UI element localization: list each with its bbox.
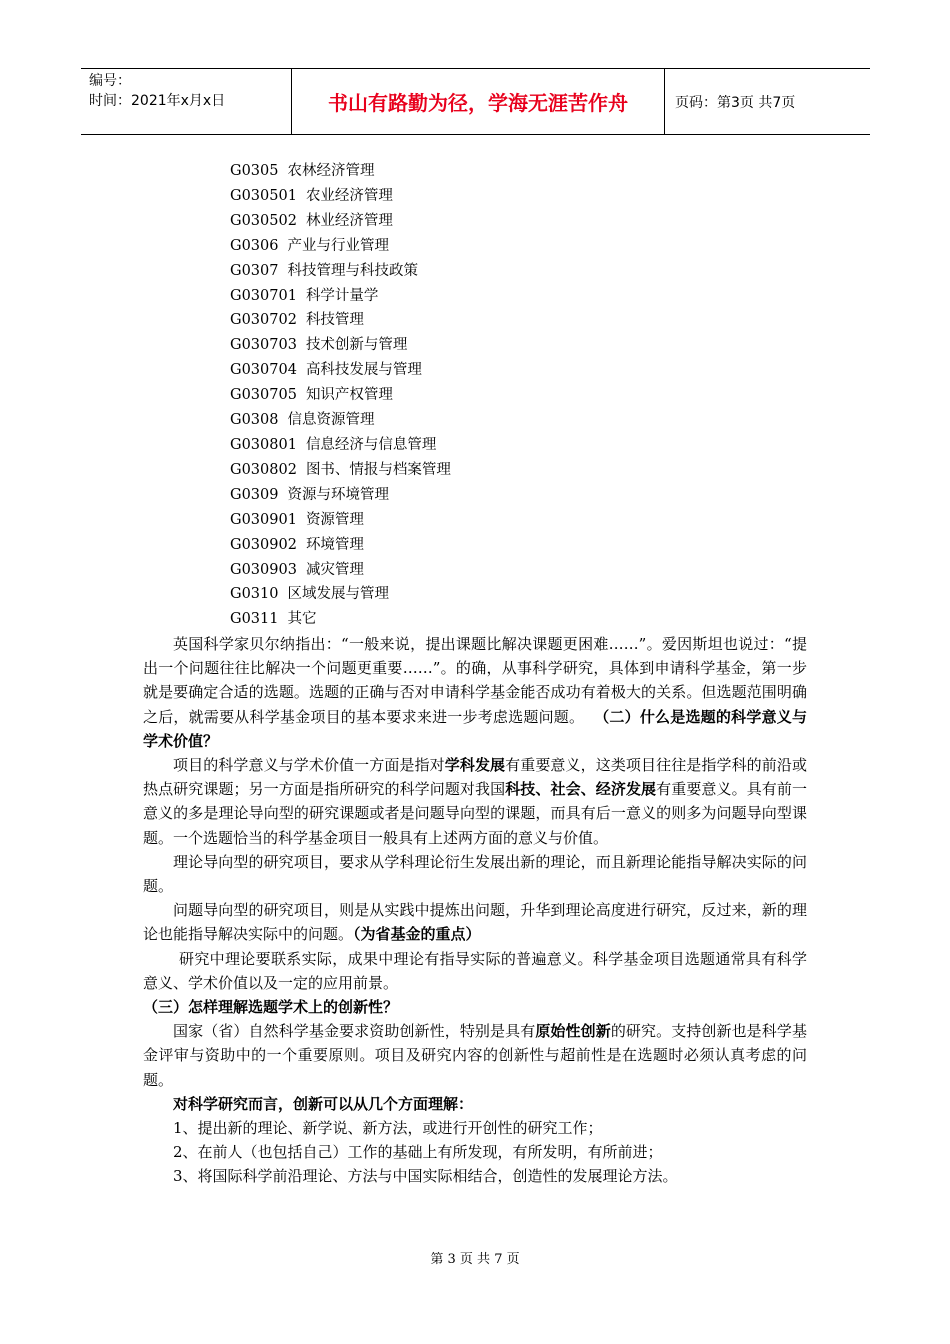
paragraph-theory-practice: 研究中理论要联系实际，成果中理论有指导实际的普遍意义。科学基金项目选题通常具有科学意义、学术价值以及一定的应用前景。 (143, 949, 807, 992)
paragraph-bernal-quote: 英国科学家贝尔纳指出：“一般来说，提出课题比解决课题更困难……”。爱因斯坦也说过：“提出一个问题往往比解决一个问题更重要……”。的确，从事科学研究，具体到申请科学基金，第一步就是要确定合适的选题。选题的正确与否对申请科学基金能否成功有着极大的关系。但选题范围明确之后，就需要从科学基金项目的基本要求来进一步考虑选题问题。 （二）什么是选题的科学意义与学术价值？ (143, 635, 807, 750)
list-item: G0307 科技管理与科技政策 (230, 262, 418, 279)
number-label: 编号： (89, 73, 131, 89)
header-motto: 书山有路勤为径，学海无涯苦作舟 (292, 69, 665, 134)
list-item: G0306 产业与行业管理 (230, 237, 389, 254)
list-item: G030702 科技管理 (230, 312, 364, 329)
list-item: G030705 知识产权管理 (230, 387, 393, 404)
body-text (143, 632, 807, 1189)
list-item: G0305 农林经济管理 (230, 163, 375, 179)
innovation-item-1: 1、提出新的理论、新学说、新方法，或进行开创性的研究工作； (173, 1119, 603, 1138)
list-item: G0309 资源与环境管理 (230, 486, 389, 503)
list-item: G030704 高科技发展与管理 (230, 362, 422, 379)
discipline-code-list (230, 159, 451, 632)
list-item: G030502 林业经济管理 (230, 212, 393, 229)
paragraph-problem-oriented: 问题导向型的研究项目，则是从实践中提炼出问题，升华到理论高度进行研究，反过来，新的理论也能指导解决实际中的问题。（为省基金的重点） (143, 901, 807, 944)
page-header (81, 68, 870, 135)
header-page-label: 页码：第3页 共7页 (675, 94, 796, 111)
list-item: G030501 农业经济管理 (230, 187, 393, 204)
list-item: G0310 区域发展与管理 (230, 586, 389, 603)
list-item: G030903 减灾管理 (230, 561, 364, 578)
innovation-item-3: 3、将国际科学前沿理论、方法与中国实际相结合，创造性的发展理论方法。 (173, 1167, 678, 1186)
date-label: 时间：2021年x月x日 (89, 93, 226, 109)
paragraph-theory-oriented: 理论导向型的研究项目，要求从学科理论衍生发展出新的理论，而且新理论能指导解决实际的问题。 (143, 852, 807, 896)
section-heading-3: （三）怎样理解选题学术上的创新性？ (143, 998, 399, 1017)
list-item: G030802 图书、情报与档案管理 (230, 461, 451, 478)
list-item: G030703 技术创新与管理 (230, 337, 408, 354)
section-heading-2: （二）什么是选题的科学意义与学术价值？ (143, 707, 807, 750)
list-item: G030801 信息经济与信息管理 (230, 436, 437, 453)
list-item: G030901 资源管理 (230, 511, 364, 528)
list-item: G030701 科学计量学 (230, 287, 379, 304)
header-info (81, 69, 292, 134)
paragraph-innovation: 国家（省）自然科学基金要求资助创新性，特别是具有原始性创新的研究。支持创新也是科学基金评审与资助中的一个重要原则。项目及研究内容的创新性与超前性是在选题时必须认真考虑的问题。 (143, 1022, 807, 1089)
innovation-aspects-heading: 对科学研究而言，创新可以从几个方面理解： (173, 1094, 474, 1113)
page-footer: 第 3 页 共 7 页 (430, 1252, 520, 1267)
list-item: G0311 其它 (230, 611, 317, 628)
paragraph-scientific-significance: 项目的科学意义与学术价值一方面是指对学科发展有重要意义，这类项目往往是指学科的前沿或热点研究课题；另一方面是指所研究的科学问题对我国科技、社会、经济发展有重要意义。具有前一意义的多是理论导向型的研究课题或者是问题导向型的课题，而具有后一意义的则多为问题导向型课题。一个选题恰当的科学基金项目一般具有上述两方面的意义与价值。 (143, 756, 807, 847)
list-item: G0308 信息资源管理 (230, 412, 375, 429)
list-item: G030902 环境管理 (230, 536, 364, 553)
innovation-item-2: 2、在前人（也包括自己）工作的基础上有所发现，有所发明，有所前进； (173, 1143, 663, 1162)
